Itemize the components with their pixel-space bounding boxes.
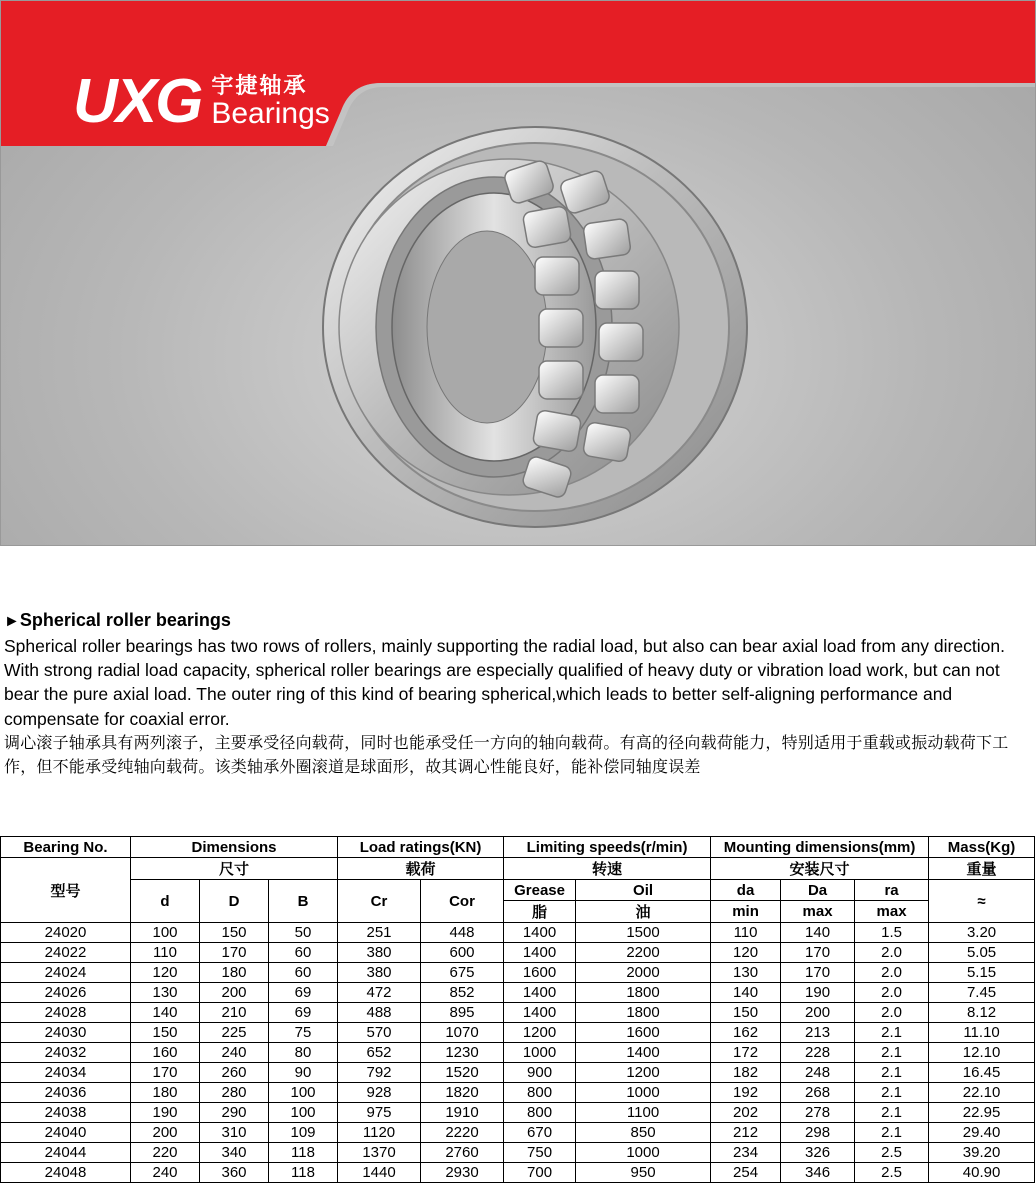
cell-cr: 1120 [338,1123,421,1143]
cell-cor: 852 [421,983,504,1003]
cell-da-min: 150 [711,1003,781,1023]
header-banner [0,0,1036,546]
spherical-roller-bearing-image [319,121,751,533]
cell-mass: 29.40 [929,1123,1035,1143]
brand-mark: UXG [73,67,202,136]
cell-bearing-no: 24026 [1,983,131,1003]
cell-mass: 22.10 [929,1083,1035,1103]
triangle-bullet-icon: ► [4,613,20,630]
cell-ra-max: 2.1 [855,1103,929,1123]
cell-bearing-no: 24030 [1,1023,131,1043]
brand-logo [73,67,330,136]
cell-B: 60 [269,963,338,983]
table-row [1,1103,1035,1123]
cell-oil-speed: 950 [576,1163,711,1183]
header-cr: Cr [338,880,421,923]
cell-B: 80 [269,1043,338,1063]
cell-B: 109 [269,1123,338,1143]
header-bearing-no-cn: 型号 [1,858,131,923]
cell-mass: 3.20 [929,923,1035,943]
cell-D: 225 [200,1023,269,1043]
header-B: B [269,880,338,923]
cell-bearing-no: 24048 [1,1163,131,1183]
cell-B: 69 [269,1003,338,1023]
cell-oil-speed: 1600 [576,1023,711,1043]
cell-grease-speed: 1200 [504,1023,576,1043]
cell-B: 90 [269,1063,338,1083]
table-row [1,963,1035,983]
cell-grease-speed: 800 [504,1103,576,1123]
cell-ra-max: 2.1 [855,1123,929,1143]
cell-cor: 448 [421,923,504,943]
cell-grease-speed: 700 [504,1163,576,1183]
description-chinese: 调心滚子轴承具有两列滚子，主要承受径向载荷，同时也能承受任一方向的轴向载荷。有高的径向载荷能力，特别适用于重载或振动载荷下工作，但不能承受纯轴向载荷。该类轴承外圈滚道是球面形，故其调心性能良好，能补偿同轴度误差 [4,732,1009,777]
cell-ra-max: 2.1 [855,1083,929,1103]
cell-d: 100 [131,923,200,943]
cell-da-min: 254 [711,1163,781,1183]
header-D: D [200,880,269,923]
header-speeds-cn: 转速 [504,858,711,880]
cell-D: 150 [200,923,269,943]
cell-B: 75 [269,1023,338,1043]
cell-mass: 11.10 [929,1023,1035,1043]
header-cor: Cor [421,880,504,923]
table-row [1,1083,1035,1103]
cell-oil-speed: 1500 [576,923,711,943]
header-oil-cn: 油 [576,901,711,923]
cell-ra-max: 2.0 [855,983,929,1003]
header-dimensions: Dimensions [131,837,338,858]
cell-oil-speed: 2000 [576,963,711,983]
cell-cor: 600 [421,943,504,963]
header-Da: Da [781,880,855,901]
cell-grease-speed: 1400 [504,1003,576,1023]
cell-cr: 975 [338,1103,421,1123]
cell-da-min: 140 [711,983,781,1003]
cell-oil-speed: 1800 [576,1003,711,1023]
cell-grease-speed: 670 [504,1123,576,1143]
cell-bearing-no: 24022 [1,943,131,963]
cell-d: 110 [131,943,200,963]
cell-bearing-no: 24036 [1,1083,131,1103]
cell-grease-speed: 1000 [504,1043,576,1063]
cell-B: 100 [269,1103,338,1123]
cell-d: 130 [131,983,200,1003]
cell-cr: 1370 [338,1143,421,1163]
cell-ra-max: 2.1 [855,1023,929,1043]
cell-cor: 1230 [421,1043,504,1063]
cell-d: 120 [131,963,200,983]
header-mounting-dimensions: Mounting dimensions(mm) [711,837,929,858]
product-description-section [4,608,1034,780]
cell-bearing-no: 24028 [1,1003,131,1023]
cell-cr: 251 [338,923,421,943]
cell-grease-speed: 1600 [504,963,576,983]
cell-grease-speed: 1400 [504,923,576,943]
cell-cr: 1440 [338,1163,421,1183]
cell-grease-speed: 1400 [504,983,576,1003]
cell-bearing-no: 24024 [1,963,131,983]
cell-ra-max: 2.0 [855,963,929,983]
cell-Da-max: 278 [781,1103,855,1123]
cell-bearing-no: 24032 [1,1043,131,1063]
cell-mass: 8.12 [929,1003,1035,1023]
cell-cor: 1820 [421,1083,504,1103]
cell-ra-max: 1.5 [855,923,929,943]
cell-Da-max: 213 [781,1023,855,1043]
cell-B: 60 [269,943,338,963]
table-row [1,943,1035,963]
cell-mass: 40.90 [929,1163,1035,1183]
cell-oil-speed: 1000 [576,1083,711,1103]
cell-cr: 488 [338,1003,421,1023]
cell-oil-speed: 1100 [576,1103,711,1123]
cell-Da-max: 298 [781,1123,855,1143]
cell-D: 210 [200,1003,269,1023]
cell-D: 200 [200,983,269,1003]
specification-table-body [1,923,1035,1183]
header-d: d [131,880,200,923]
cell-ra-max: 2.1 [855,1043,929,1063]
table-row [1,923,1035,943]
cell-cr: 380 [338,963,421,983]
cell-Da-max: 248 [781,1063,855,1083]
cell-da-min: 162 [711,1023,781,1043]
cell-D: 310 [200,1123,269,1143]
cell-da-min: 212 [711,1123,781,1143]
cell-oil-speed: 1800 [576,983,711,1003]
cell-B: 118 [269,1163,338,1183]
cell-da-min: 172 [711,1043,781,1063]
cell-cor: 1910 [421,1103,504,1123]
cell-da-min: 130 [711,963,781,983]
cell-cor: 2760 [421,1143,504,1163]
table-row [1,1003,1035,1023]
cell-ra-max: 2.1 [855,1063,929,1083]
cell-D: 280 [200,1083,269,1103]
cell-ra-max: 2.5 [855,1163,929,1183]
cell-oil-speed: 1400 [576,1043,711,1063]
header-mounting-cn: 安装尺寸 [711,858,929,880]
cell-B: 118 [269,1143,338,1163]
cell-da-min: 120 [711,943,781,963]
cell-D: 170 [200,943,269,963]
cell-da-min: 182 [711,1063,781,1083]
cell-cor: 2220 [421,1123,504,1143]
cell-d: 150 [131,1023,200,1043]
cell-bearing-no: 24038 [1,1103,131,1123]
cell-Da-max: 170 [781,963,855,983]
cell-Da-max: 190 [781,983,855,1003]
cell-B: 50 [269,923,338,943]
cell-d: 170 [131,1063,200,1083]
cell-cor: 675 [421,963,504,983]
cell-D: 180 [200,963,269,983]
table-row [1,1123,1035,1143]
cell-grease-speed: 900 [504,1063,576,1083]
header-dimensions-cn: 尺寸 [131,858,338,880]
cell-da-min: 234 [711,1143,781,1163]
cell-mass: 22.95 [929,1103,1035,1123]
cell-mass: 7.45 [929,983,1035,1003]
specification-table [0,836,1035,1183]
cell-Da-max: 200 [781,1003,855,1023]
cell-D: 260 [200,1063,269,1083]
cell-D: 290 [200,1103,269,1123]
cell-d: 190 [131,1103,200,1123]
header-da-min: min [711,901,781,923]
header-Da-max: max [781,901,855,923]
cell-cor: 895 [421,1003,504,1023]
cell-Da-max: 346 [781,1163,855,1183]
cell-grease-speed: 1400 [504,943,576,963]
header-da: da [711,880,781,901]
header-mass-approx: ≈ [929,880,1035,923]
cell-Da-max: 326 [781,1143,855,1163]
cell-mass: 12.10 [929,1043,1035,1063]
header-grease-cn: 脂 [504,901,576,923]
description-english: Spherical roller bearings has two rows of rollers, mainly supporting the radial load, but also can bear axial load from any direction. With strong radial load capacity, spherical roller bearings are especially qualified of heavy duty or vibration load work, but can not bear the pure axial load. The outer ring of this kind of bearing spherical,which leads to better self-aligning performance and compensate for coaxial error. [4,636,1005,729]
section-title [4,608,1034,634]
cell-d: 180 [131,1083,200,1103]
table-row [1,1163,1035,1183]
cell-Da-max: 268 [781,1083,855,1103]
cell-ra-max: 2.0 [855,1003,929,1023]
cell-ra-max: 2.0 [855,943,929,963]
cell-bearing-no: 24020 [1,923,131,943]
cell-Da-max: 170 [781,943,855,963]
cell-D: 340 [200,1143,269,1163]
cell-d: 140 [131,1003,200,1023]
cell-cr: 472 [338,983,421,1003]
table-row [1,1043,1035,1063]
header-load-ratings: Load ratings(KN) [338,837,504,858]
cell-Da-max: 228 [781,1043,855,1063]
header-mass: Mass(Kg) [929,837,1035,858]
cell-d: 160 [131,1043,200,1063]
header-oil: Oil [576,880,711,901]
section-title-text: Spherical roller bearings [19,610,231,630]
cell-mass: 16.45 [929,1063,1035,1083]
cell-oil-speed: 2200 [576,943,711,963]
table-row [1,1023,1035,1043]
cell-bearing-no: 24034 [1,1063,131,1083]
cell-oil-speed: 850 [576,1123,711,1143]
table-row [1,1063,1035,1083]
table-row [1,983,1035,1003]
cell-oil-speed: 1000 [576,1143,711,1163]
header-grease: Grease [504,880,576,901]
cell-B: 69 [269,983,338,1003]
cell-D: 240 [200,1043,269,1063]
cell-da-min: 110 [711,923,781,943]
cell-cr: 652 [338,1043,421,1063]
cell-d: 200 [131,1123,200,1143]
cell-da-min: 202 [711,1103,781,1123]
header-load-cn: 载荷 [338,858,504,880]
header-bearing-no: Bearing No. [1,837,131,858]
cell-cor: 2930 [421,1163,504,1183]
brand-chinese-name: 宇捷轴承 [211,73,308,99]
cell-cor: 1070 [421,1023,504,1043]
cell-oil-speed: 1200 [576,1063,711,1083]
cell-B: 100 [269,1083,338,1103]
header-mass-cn: 重量 [929,858,1035,880]
header-limiting-speeds: Limiting speeds(r/min) [504,837,711,858]
cell-d: 220 [131,1143,200,1163]
cell-mass: 5.05 [929,943,1035,963]
cell-d: 240 [131,1163,200,1183]
header-ra-max: max [855,901,929,923]
cell-mass: 5.15 [929,963,1035,983]
cell-cor: 1520 [421,1063,504,1083]
cell-grease-speed: 750 [504,1143,576,1163]
cell-Da-max: 140 [781,923,855,943]
cell-mass: 39.20 [929,1143,1035,1163]
header-ra: ra [855,880,929,901]
cell-bearing-no: 24044 [1,1143,131,1163]
cell-cr: 380 [338,943,421,963]
cell-da-min: 192 [711,1083,781,1103]
cell-ra-max: 2.5 [855,1143,929,1163]
cell-cr: 570 [338,1023,421,1043]
cell-cr: 928 [338,1083,421,1103]
cell-bearing-no: 24040 [1,1123,131,1143]
cell-cr: 792 [338,1063,421,1083]
cell-D: 360 [200,1163,269,1183]
table-row [1,1143,1035,1163]
brand-english-name: Bearings [211,97,330,130]
cell-grease-speed: 800 [504,1083,576,1103]
